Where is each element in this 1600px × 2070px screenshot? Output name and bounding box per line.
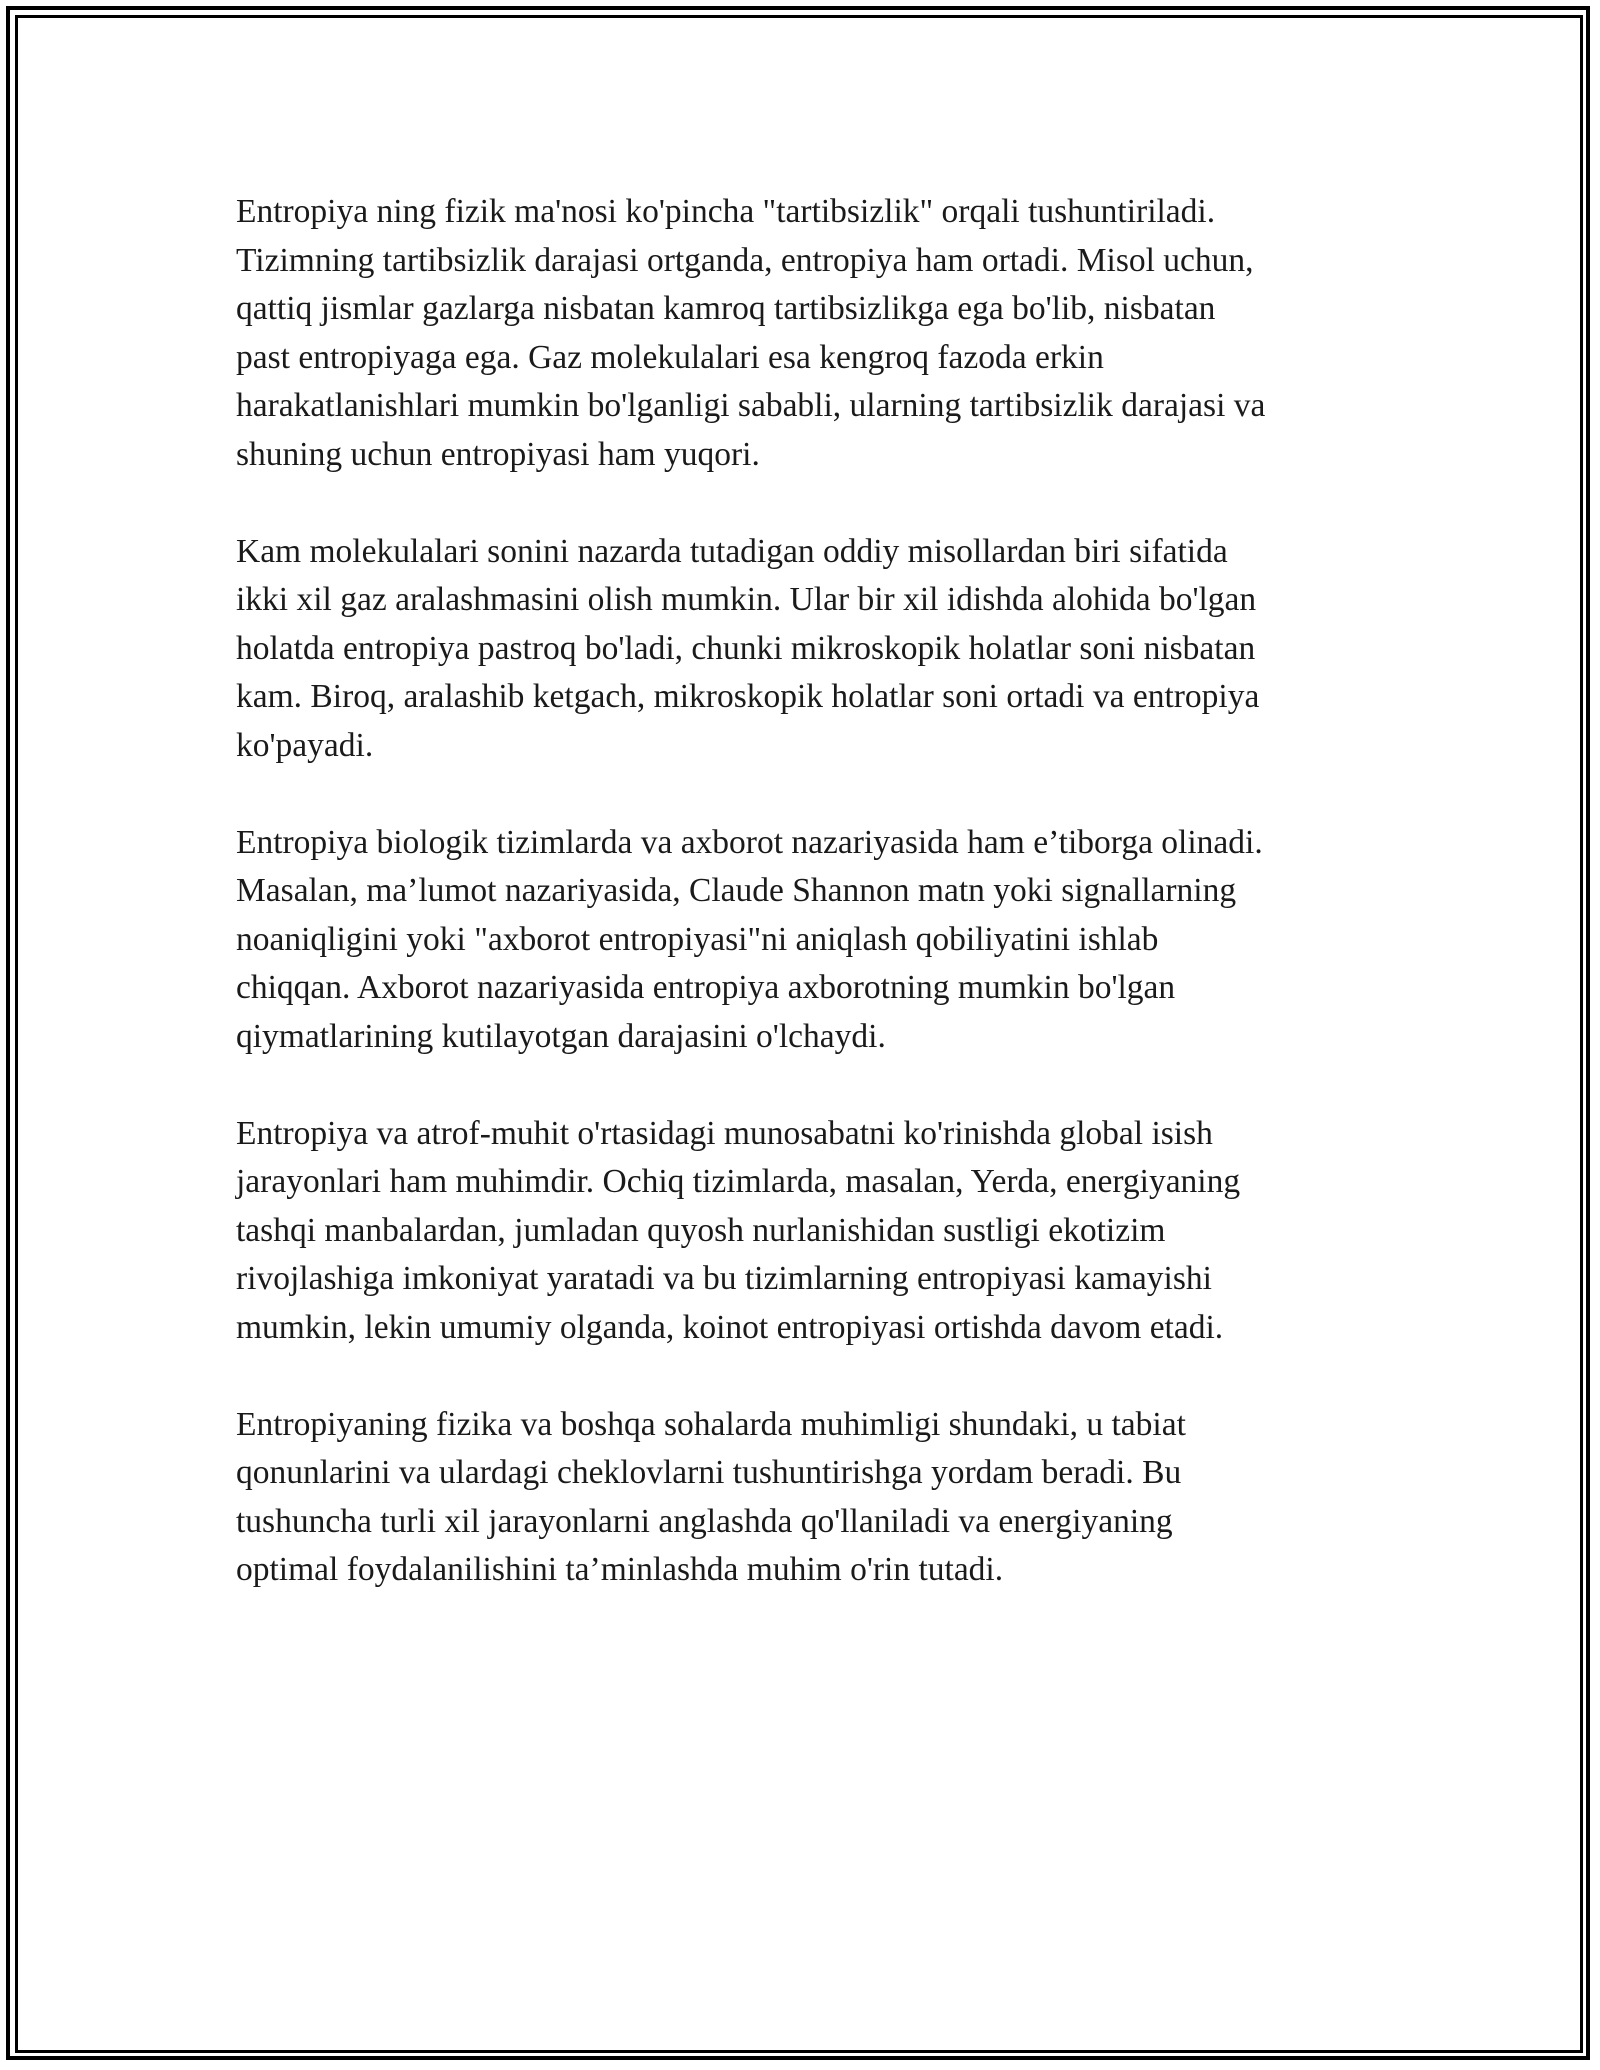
paragraph-importance: Entropiyaning fizika va boshqa sohalarda muhimligi shundaki, u tabiat qonunlarini va ulardagi cheklovlarni tushuntirishga yordam beradi. Bu tushuncha turli xil jarayonlarni anglashda qo'llaniladi va energiyaning optimal foydalanilishini ta’minlashda muhim o'rin tutadi. (236, 1405, 1186, 1588)
paragraph-information-theory: Entropiya biologik tizimlarda va axborot nazariyasida ham e’tiborga olinadi. Masalan, ma’lumot nazariyasida, Claude Shannon matn yoki signallarning noaniqligini yoki "axborot entropiyasi"ni aniqlash qobiliyatini ishlab chiqqan. Axborot nazariyasida entropiya axborotning mumkin bo'lgan qiymatlarining kutilayotgan darajasini o'lchaydi. (236, 823, 1263, 1055)
paragraph-gas-mixing: Kam molekulalari sonini nazarda tutadigan oddiy misollardan biri sifatida ikki xil gaz aralashmasini olish mumkin. Ular bir xil idishda alohida bo'lgan holatda entropiya pastroq bo'ladi, chunki mikroskopik holatlar soni nisbatan kam. Biroq, aralashib ketgach, mikroskopik holatlar soni ortadi va entropiya ko'payadi. (236, 532, 1260, 764)
paragraph-entropy-disorder: Entropiya ning fizik ma'nosi ko'pincha "tartibsizlik" orqali tushuntiriladi. Tizimning tartibsizlik darajasi ortganda, entropiya ham ortadi. Misol uchun, qattiq jismlar gazlarga nisbatan kamroq tartibsizlikga ega bo'lib, nisbatan past entropiyaga ega. Gaz molekulalari esa kengroq fazoda erkin harakatlanishlari mumkin bo'lganligi sababli, ularning tartibsizlik darajasi va shuning uchun entropiyasi ham yuqori. (236, 193, 1266, 473)
paragraph-environment: Entropiya va atrof-muhit o'rtasidagi munosabatni ko'rinishda global isish jarayonlari ham muhimdir. Ochiq tizimlarda, masalan, Yerda, energiyaning tashqi manbalardan, jumladan quyosh nurlanishidan sustligi ekotizim rivojlashiga imkoniyat yaratadi va bu tizimlarning entropiyasi kamayishi mumkin, lekin umumiy olganda, koinot entropiyasi ortishda davom etadi. (236, 1114, 1241, 1346)
document-body (236, 188, 1376, 1643)
